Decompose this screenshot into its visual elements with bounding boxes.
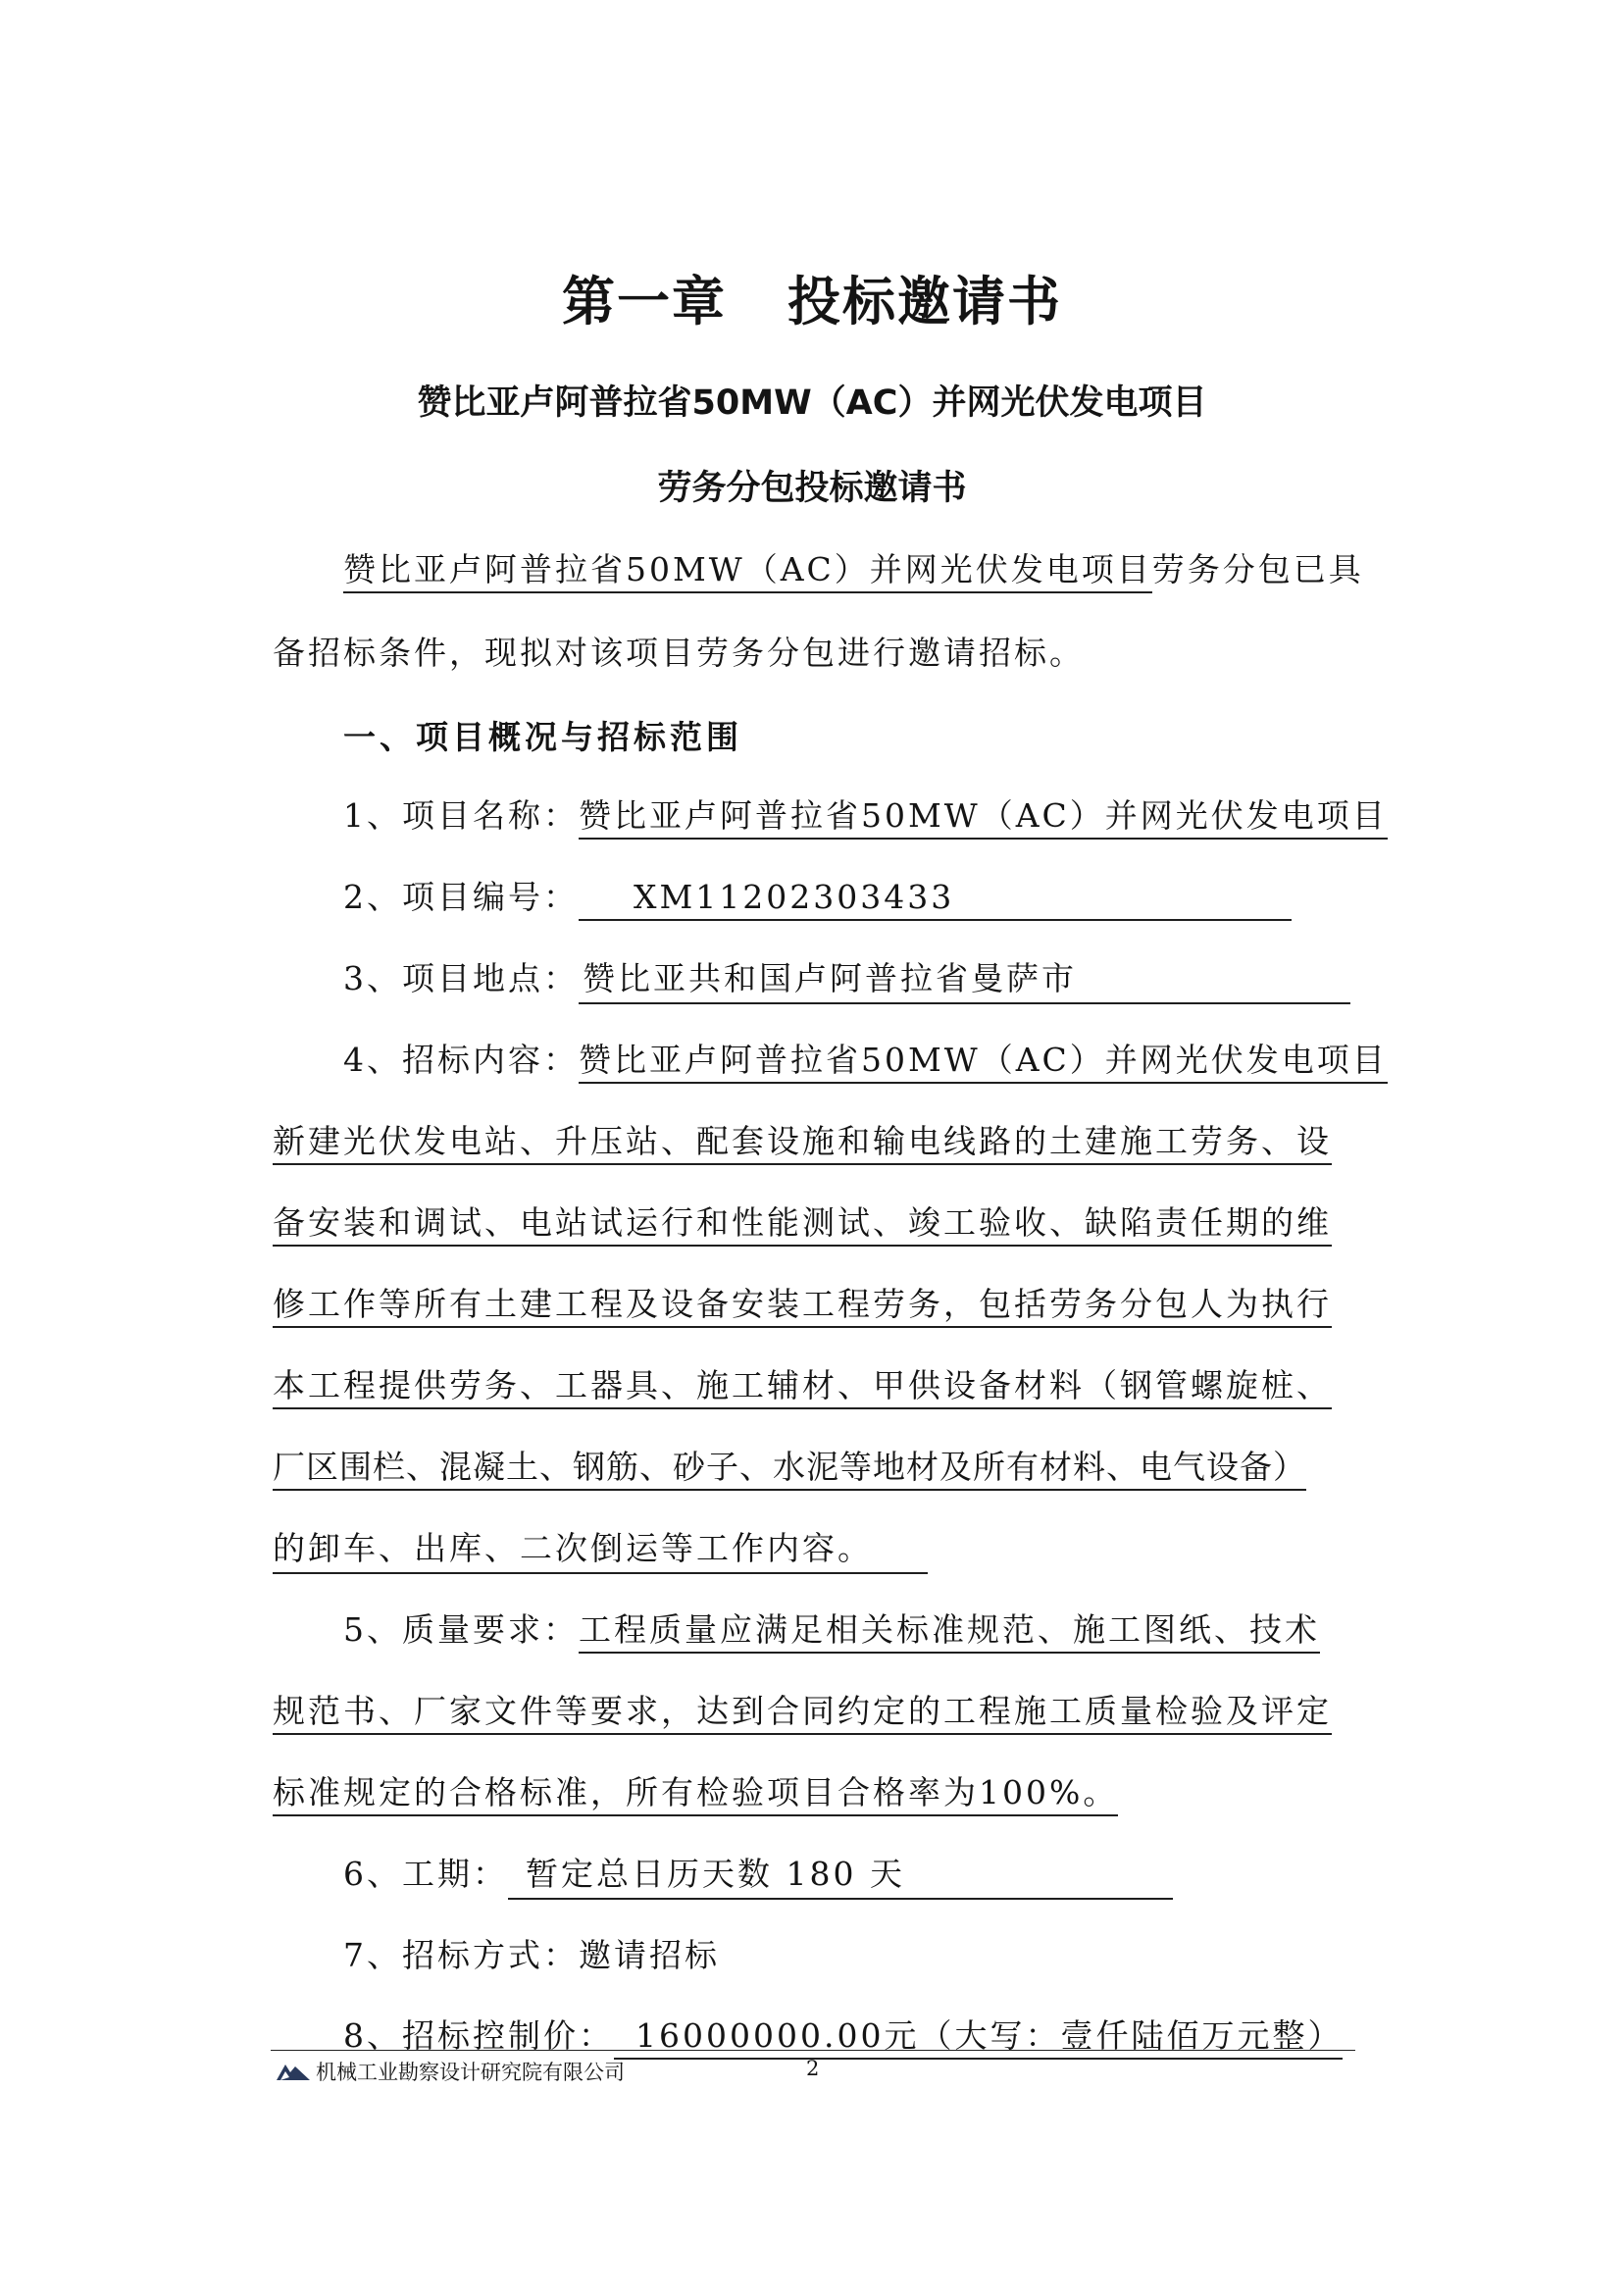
quality-line: 规范书、厂家文件等要求，达到合同约定的工程施工质量检验及评定 (273, 1686, 1332, 1732)
item-label: 2、项目编号： (343, 878, 579, 916)
project-title: 赞比亚卢阿普拉省50MW（AC）并网光伏发电项目 (417, 383, 1207, 423)
content-line: 新建光伏发电站、升压站、配套设施和输电线路的土建施工劳务、设 (273, 1116, 1332, 1162)
item-label: 7、招标方式： (343, 1936, 579, 1974)
intro-line-2: 备招标条件，现拟对该项目劳务分包进行邀请招标。 (273, 634, 1085, 672)
item-value: 16000000.00元（大写：壹仟陆佰万元整） (614, 2016, 1343, 2060)
item-quality (343, 1605, 1320, 1651)
item-label: 4、招标内容： (343, 1041, 579, 1079)
content-line: 的卸车、出库、二次倒运等工作内容。 (273, 1523, 928, 1574)
content-line: 修工作等所有土建工程及设备安装工程劳务，包括劳务分包人为执行 (273, 1279, 1332, 1325)
item-value: 赞比亚卢阿普拉省50MW（AC）并网光伏发电项目 (579, 1041, 1388, 1084)
chapter-title (0, 260, 1624, 335)
item-label: 6、工期： (343, 1855, 508, 1893)
content-line: 厂区围栏、混凝土、钢筋、砂子、水泥等地材及所有材料、电气设备） (273, 1442, 1306, 1488)
content-line: 本工程提供劳务、工器具、施工辅材、甲供设备材料（钢管螺旋桩、 (273, 1360, 1332, 1406)
item-label: 3、项目地点： (343, 959, 579, 997)
content-line: 备安装和调试、电站试运行和性能测试、竣工验收、缺陷责任期的维 (273, 1198, 1332, 1244)
item-value: 赞比亚共和国卢阿普拉省曼萨市 (579, 953, 1350, 1004)
intro-text: 劳务分包已具 (1151, 550, 1364, 588)
item-label: 1、项目名称： (343, 796, 579, 835)
item-value: 暂定总日历天数 180 天 (508, 1849, 1173, 1900)
page-number: 2 (806, 2057, 820, 2080)
footer (277, 2057, 820, 2086)
item-project-code (343, 872, 1292, 921)
item-method (343, 1930, 720, 1976)
item-value: XM11202303433 (579, 878, 1292, 921)
item-project-name (343, 790, 1388, 837)
item-value: 邀请招标 (579, 1936, 720, 1974)
footer-rule (271, 2050, 1355, 2051)
intro-project-name: 赞比亚卢阿普拉省50MW（AC）并网光伏发电项目 (343, 550, 1152, 593)
footer-company: 机械工业勘察设计研究院有限公司 (316, 2061, 625, 2084)
chapter-number: 第一章 (562, 271, 727, 332)
item-bid-content (343, 1035, 1388, 1081)
chapter-name: 投标邀请书 (787, 271, 1062, 332)
item-value: 赞比亚卢阿普拉省50MW（AC）并网光伏发电项目 (579, 796, 1388, 840)
company-logo-icon (277, 2062, 310, 2081)
item-project-location (343, 953, 1350, 1004)
item-label: 8、招标控制价： (343, 2016, 614, 2055)
document-title: 劳务分包投标邀请书 (657, 469, 967, 508)
item-period (343, 1849, 1173, 1900)
section-heading: 一、项目概况与招标范围 (343, 718, 742, 756)
intro-line-1 (343, 544, 1364, 590)
item-value: 工程质量应满足相关标准规范、施工图纸、技术 (579, 1610, 1320, 1654)
item-label: 5、质量要求： (343, 1610, 579, 1649)
quality-line: 标准规定的合格标准，所有检验项目合格率为100%。 (273, 1767, 1118, 1813)
